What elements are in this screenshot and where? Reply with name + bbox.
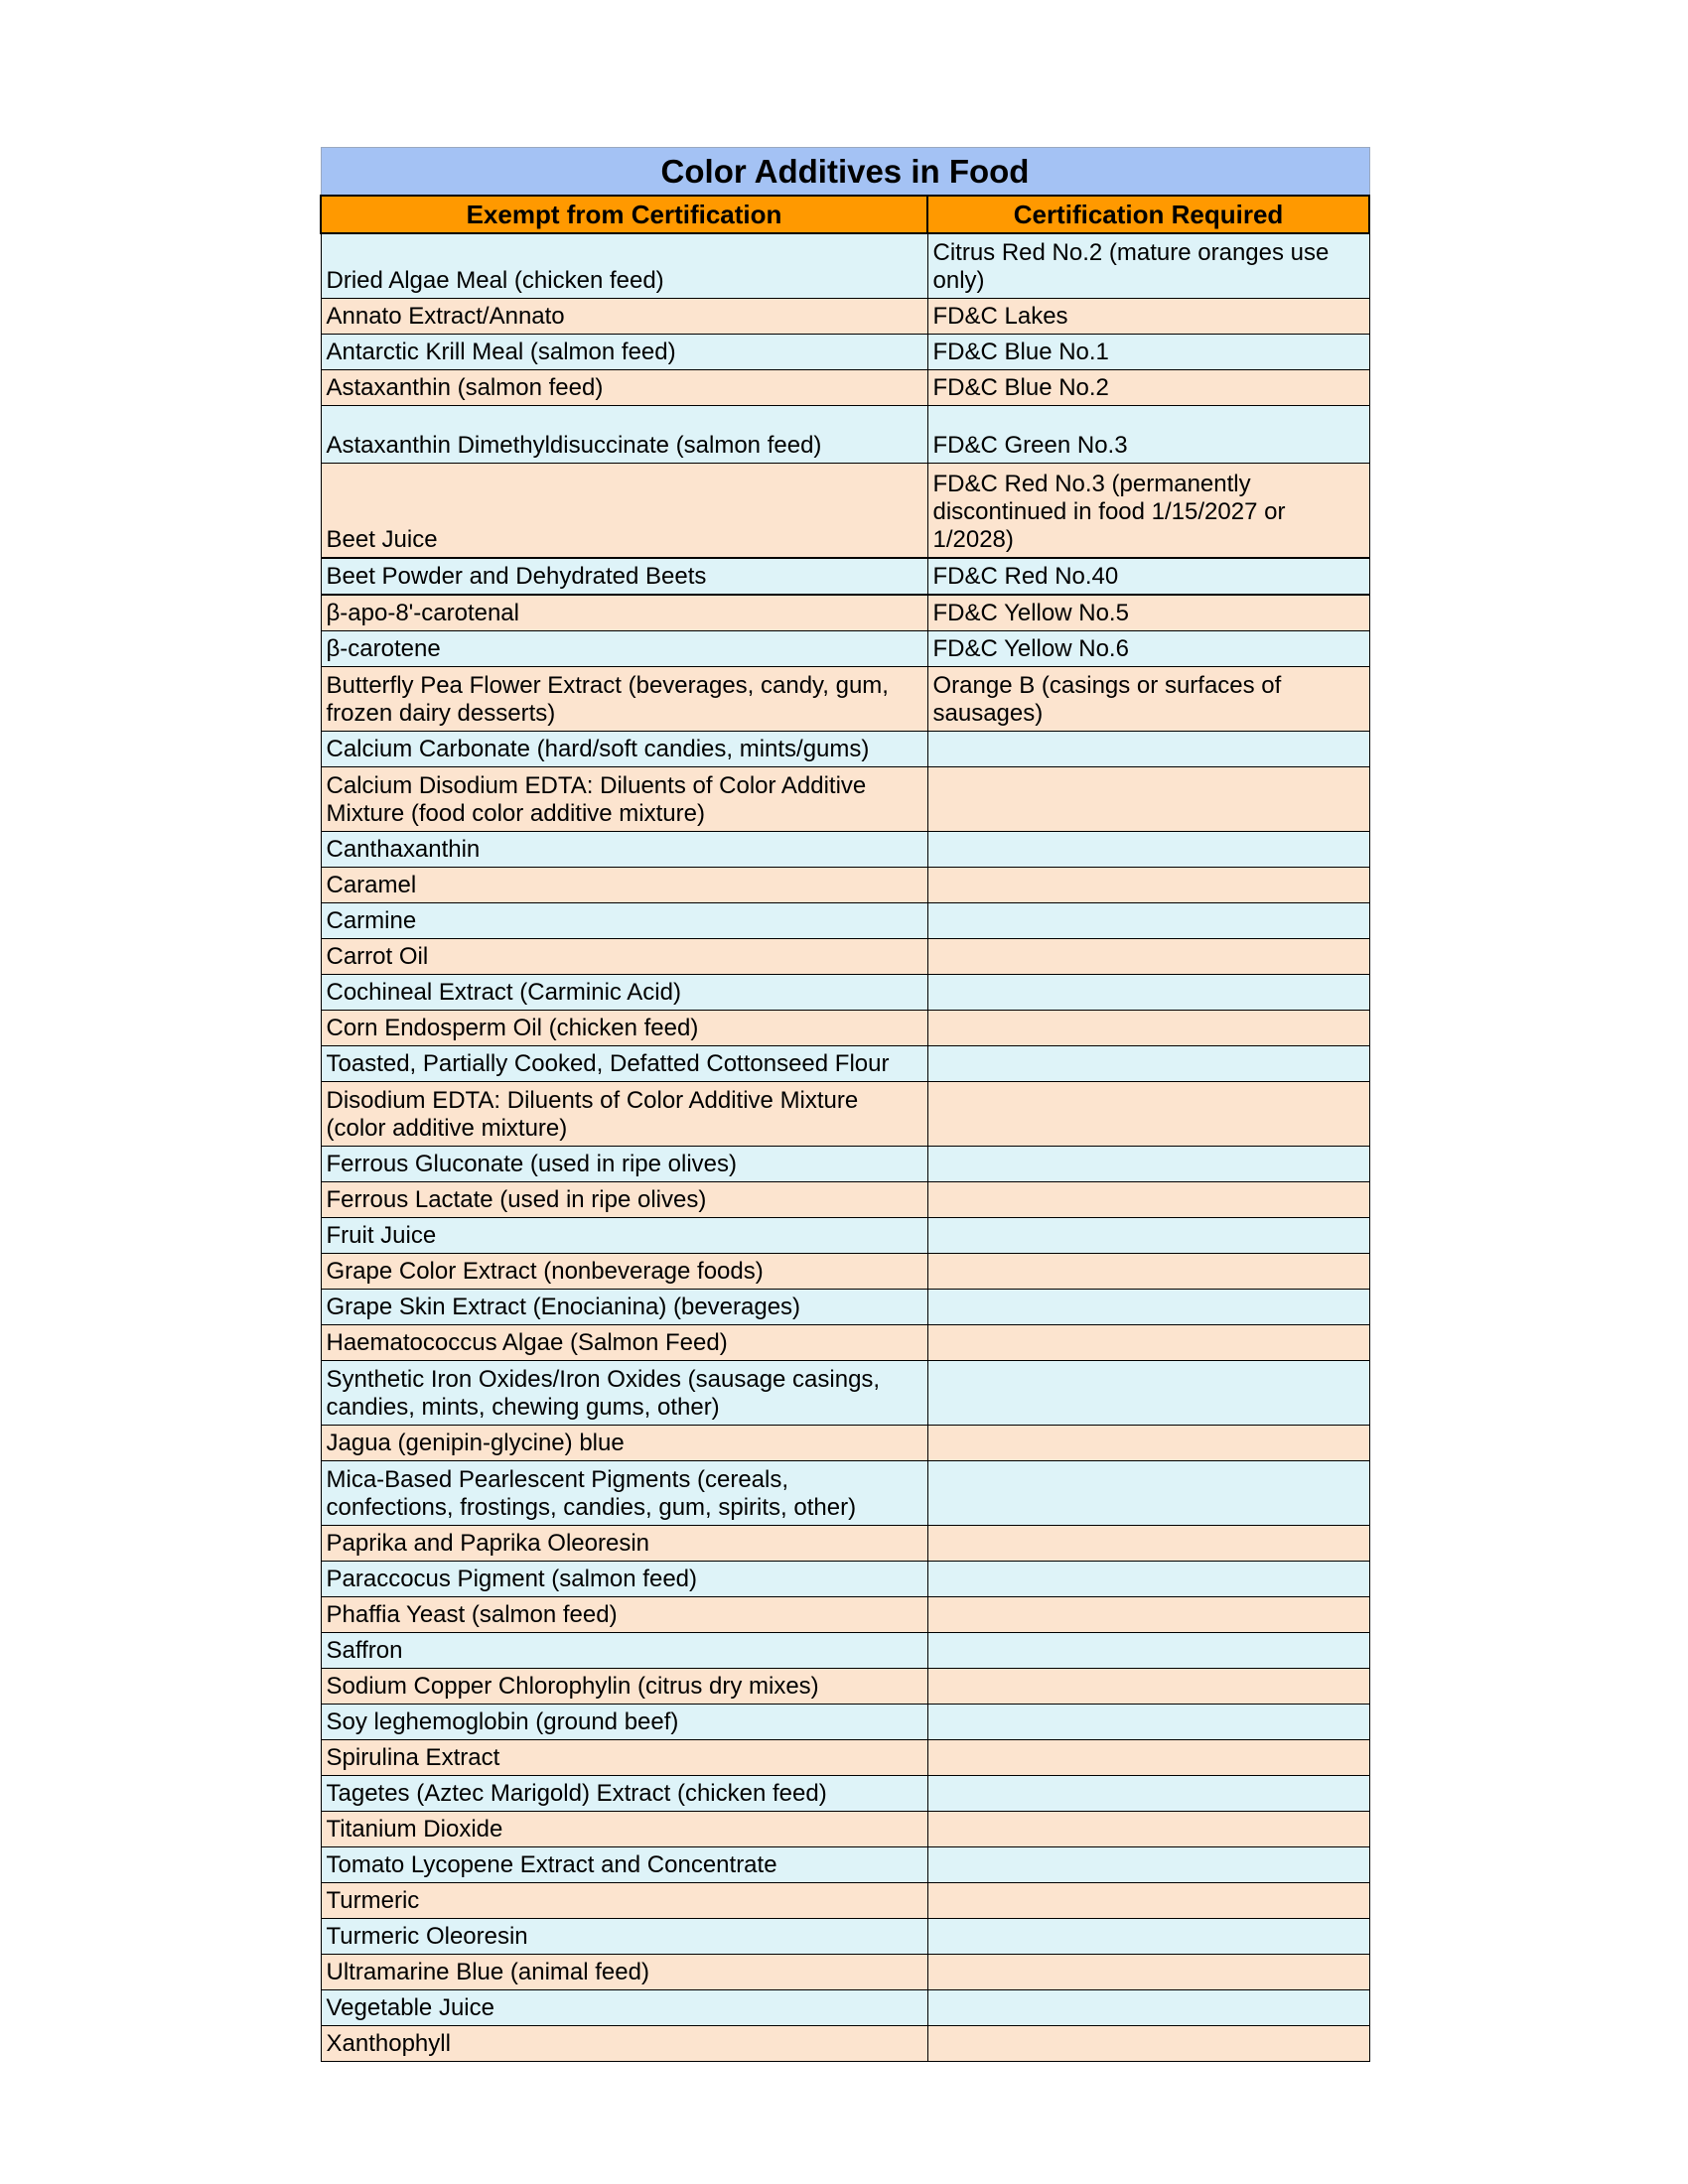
table-row (321, 464, 1369, 559)
exempt-cell: Fruit Juice (321, 1218, 927, 1254)
certified-cell (927, 1883, 1369, 1919)
table-row (321, 1990, 1369, 2026)
certified-cell (927, 1990, 1369, 2026)
exempt-cell: Phaffia Yeast (salmon feed) (321, 1597, 927, 1633)
certified-cell (927, 1847, 1369, 1883)
exempt-cell: Turmeric Oleoresin (321, 1919, 927, 1955)
table-row (321, 1290, 1369, 1325)
table-row (321, 903, 1369, 939)
certified-cell (927, 1082, 1369, 1147)
color-additives-table (320, 147, 1370, 2062)
certified-cell (927, 1597, 1369, 1633)
table-row (321, 1426, 1369, 1461)
certified-cell (927, 1919, 1369, 1955)
exempt-cell: Beet Powder and Dehydrated Beets (321, 558, 927, 595)
exempt-cell: Paraccocus Pigment (salmon feed) (321, 1562, 927, 1597)
exempt-cell: Grape Color Extract (nonbeverage foods) (321, 1254, 927, 1290)
certified-cell (927, 1290, 1369, 1325)
certified-cell (927, 1562, 1369, 1597)
certified-cell (927, 1740, 1369, 1776)
exempt-cell: Corn Endosperm Oil (chicken feed) (321, 1011, 927, 1046)
exempt-cell: Ultramarine Blue (animal feed) (321, 1955, 927, 1990)
exempt-cell: Calcium Carbonate (hard/soft candies, mints/gums) (321, 732, 927, 767)
certified-cell (927, 1705, 1369, 1740)
table-row (321, 1325, 1369, 1361)
exempt-cell: Synthetic Iron Oxides/Iron Oxides (sausage casings, candies, mints, chewing gums, other) (321, 1361, 927, 1426)
table-row (321, 1562, 1369, 1597)
certified-cell (927, 2026, 1369, 2062)
certified-cell (927, 1633, 1369, 1669)
certified-cell: FD&C Red No.3 (permanently discontinued in food 1/15/2027 or 1/2028) (927, 464, 1369, 559)
certified-cell: FD&C Lakes (927, 299, 1369, 335)
table-row (321, 1182, 1369, 1218)
table-row (321, 1082, 1369, 1147)
certified-cell (927, 832, 1369, 868)
exempt-cell: Calcium Disodium EDTA: Diluents of Color Additive Mixture (food color additive mixture) (321, 767, 927, 832)
certified-cell (927, 1046, 1369, 1082)
table-row (321, 1011, 1369, 1046)
exempt-cell: Jagua (genipin-glycine) blue (321, 1426, 927, 1461)
table-row (321, 335, 1369, 370)
table-row (321, 832, 1369, 868)
table-row (321, 1218, 1369, 1254)
certified-cell (927, 1182, 1369, 1218)
exempt-cell: Canthaxanthin (321, 832, 927, 868)
exempt-cell: Disodium EDTA: Diluents of Color Additive Mixture (color additive mixture) (321, 1082, 927, 1147)
exempt-cell: Dried Algae Meal (chicken feed) (321, 233, 927, 299)
table-row (321, 975, 1369, 1011)
table-row (321, 1046, 1369, 1082)
table-row (321, 1597, 1369, 1633)
certified-cell (927, 732, 1369, 767)
certified-cell: FD&C Yellow No.5 (927, 595, 1369, 631)
certified-cell (927, 1254, 1369, 1290)
table-row (321, 1669, 1369, 1705)
exempt-cell: Caramel (321, 868, 927, 903)
color-additives-sheet (320, 147, 1368, 2062)
header-exempt: Exempt from Certification (321, 196, 927, 233)
table-row (321, 667, 1369, 732)
exempt-cell: Turmeric (321, 1883, 927, 1919)
certified-cell (927, 975, 1369, 1011)
exempt-cell: Soy leghemoglobin (ground beef) (321, 1705, 927, 1740)
table-row (321, 1361, 1369, 1426)
exempt-cell: Toasted, Partially Cooked, Defatted Cottonseed Flour (321, 1046, 927, 1082)
exempt-cell: Haematococcus Algae (Salmon Feed) (321, 1325, 927, 1361)
title-row (321, 148, 1369, 197)
certified-cell (927, 939, 1369, 975)
table-row (321, 406, 1369, 464)
table-row (321, 370, 1369, 406)
exempt-cell: Tagetes (Aztec Marigold) Extract (chicken feed) (321, 1776, 927, 1812)
certified-cell (927, 1776, 1369, 1812)
table-row (321, 299, 1369, 335)
table-row (321, 1705, 1369, 1740)
exempt-cell: Antarctic Krill Meal (salmon feed) (321, 335, 927, 370)
certified-cell (927, 1812, 1369, 1847)
certified-cell: Citrus Red No.2 (mature oranges use only) (927, 233, 1369, 299)
table-row (321, 868, 1369, 903)
table-row (321, 558, 1369, 595)
table-row (321, 233, 1369, 299)
certified-cell (927, 903, 1369, 939)
table-row (321, 1847, 1369, 1883)
certified-cell (927, 1526, 1369, 1562)
certified-cell: FD&C Blue No.1 (927, 335, 1369, 370)
exempt-cell: Astaxanthin (salmon feed) (321, 370, 927, 406)
exempt-cell: Sodium Copper Chlorophylin (citrus dry mixes) (321, 1669, 927, 1705)
header-certification-required: Certification Required (927, 196, 1369, 233)
exempt-cell: Beet Juice (321, 464, 927, 559)
exempt-cell: Carmine (321, 903, 927, 939)
exempt-cell: β-apo-8'-carotenal (321, 595, 927, 631)
header-row (321, 196, 1369, 233)
exempt-cell: Vegetable Juice (321, 1990, 927, 2026)
certified-cell: FD&C Yellow No.6 (927, 631, 1369, 667)
exempt-cell: Tomato Lycopene Extract and Concentrate (321, 1847, 927, 1883)
table-row (321, 595, 1369, 631)
exempt-cell: Astaxanthin Dimethyldisuccinate (salmon feed) (321, 406, 927, 464)
table-row (321, 1883, 1369, 1919)
certified-cell: FD&C Blue No.2 (927, 370, 1369, 406)
table-row (321, 939, 1369, 975)
exempt-cell: Butterfly Pea Flower Extract (beverages, candy, gum, frozen dairy desserts) (321, 667, 927, 732)
certified-cell: FD&C Green No.3 (927, 406, 1369, 464)
certified-cell (927, 868, 1369, 903)
table-row (321, 1633, 1369, 1669)
certified-cell: FD&C Red No.40 (927, 558, 1369, 595)
table-row (321, 1812, 1369, 1847)
exempt-cell: Spirulina Extract (321, 1740, 927, 1776)
certified-cell (927, 1361, 1369, 1426)
exempt-cell: Grape Skin Extract (Enocianina) (beverages) (321, 1290, 927, 1325)
table-row (321, 732, 1369, 767)
certified-cell (927, 1426, 1369, 1461)
table-row (321, 2026, 1369, 2062)
certified-cell (927, 1669, 1369, 1705)
exempt-cell: Saffron (321, 1633, 927, 1669)
table-row (321, 631, 1369, 667)
certified-cell (927, 1147, 1369, 1182)
table-title: Color Additives in Food (321, 148, 1369, 197)
table-row (321, 1461, 1369, 1526)
certified-cell (927, 1011, 1369, 1046)
certified-cell (927, 1325, 1369, 1361)
exempt-cell: Xanthophyll (321, 2026, 927, 2062)
table-row (321, 767, 1369, 832)
table-row (321, 1254, 1369, 1290)
table-row (321, 1526, 1369, 1562)
certified-cell (927, 1218, 1369, 1254)
exempt-cell: Paprika and Paprika Oleoresin (321, 1526, 927, 1562)
exempt-cell: β-carotene (321, 631, 927, 667)
certified-cell (927, 1461, 1369, 1526)
exempt-cell: Carrot Oil (321, 939, 927, 975)
table-row (321, 1955, 1369, 1990)
exempt-cell: Mica-Based Pearlescent Pigments (cereals, confections, frostings, candies, gum, spirits, other) (321, 1461, 927, 1526)
certified-cell (927, 1955, 1369, 1990)
exempt-cell: Annato Extract/Annato (321, 299, 927, 335)
certified-cell (927, 767, 1369, 832)
exempt-cell: Cochineal Extract (Carminic Acid) (321, 975, 927, 1011)
table-row (321, 1919, 1369, 1955)
table-row (321, 1147, 1369, 1182)
table-row (321, 1776, 1369, 1812)
certified-cell: Orange B (casings or surfaces of sausages) (927, 667, 1369, 732)
exempt-cell: Titanium Dioxide (321, 1812, 927, 1847)
exempt-cell: Ferrous Gluconate (used in ripe olives) (321, 1147, 927, 1182)
table-row (321, 1740, 1369, 1776)
exempt-cell: Ferrous Lactate (used in ripe olives) (321, 1182, 927, 1218)
